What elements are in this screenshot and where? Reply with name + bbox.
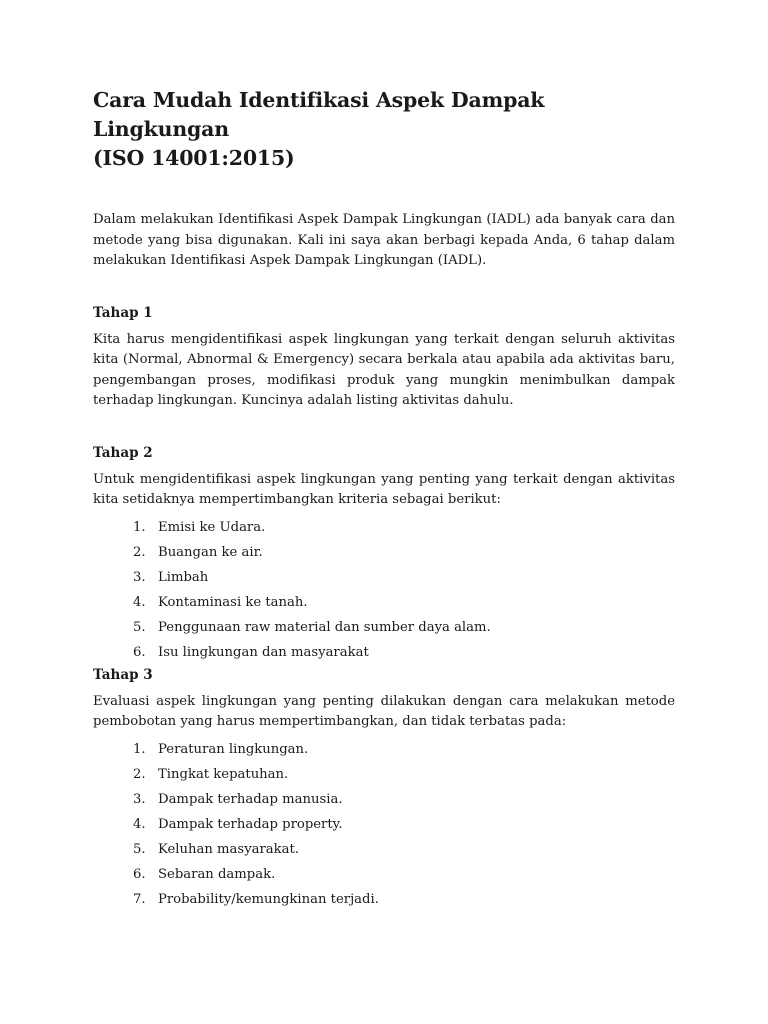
- list-item: [93, 762, 675, 787]
- list-text: Kontaminasi ke tanah.: [158, 594, 308, 610]
- list-item: [93, 615, 675, 640]
- list-text: Emisi ke Udara.: [158, 519, 266, 535]
- list-text: Dampak terhadap manusia.: [158, 791, 343, 807]
- list-number: 3.: [133, 791, 146, 807]
- list-item: [93, 812, 675, 837]
- list-text: Probability/kemungkinan terjadi.: [158, 891, 379, 907]
- section-paragraph: Evaluasi aspek lingkungan yang penting dilakukan dengan cara melakukan metode pembobotan yang harus mempertimbangkan, dan tidak terbatas pada:: [93, 693, 675, 729]
- list-number: 5.: [133, 619, 146, 635]
- section-heading: Tahap 3: [93, 666, 153, 683]
- list-number: 6.: [133, 644, 146, 660]
- list-number: 4.: [133, 594, 146, 610]
- list-text: Tingkat kepatuhan.: [158, 766, 289, 782]
- section-tahap-1: [93, 303, 675, 412]
- section-tahap-3: [93, 665, 675, 912]
- list-item: [93, 787, 675, 812]
- list-item: [93, 540, 675, 565]
- list-number: 1.: [133, 519, 146, 535]
- list-number: 7.: [133, 891, 146, 907]
- list-number: 5.: [133, 841, 146, 857]
- section-heading: Tahap 1: [93, 304, 153, 321]
- list-text: Penggunaan raw material dan sumber daya alam.: [158, 619, 491, 635]
- document-page: [93, 86, 675, 912]
- list-text: Keluhan masyarakat.: [158, 841, 300, 857]
- list-text: Limbah: [158, 569, 209, 585]
- list-number: 3.: [133, 569, 146, 585]
- list-text: Sebaran dampak.: [158, 866, 276, 882]
- list-item: [93, 565, 675, 590]
- document-title: [93, 86, 675, 173]
- list-number: 4.: [133, 816, 146, 832]
- list-item: [93, 737, 675, 762]
- list-number: 6.: [133, 866, 146, 882]
- intro-paragraph: Dalam melakukan Identifikasi Aspek Dampak Lingkungan (IADL) ada banyak cara dan metode yang bisa digunakan. Kali ini saya akan berbagi kepada Anda, 6 tahap dalam melakukan Identifikasi Aspek Dampak Lingkungan (IADL).: [93, 212, 675, 268]
- list-item: [93, 837, 675, 862]
- list-number: 1.: [133, 741, 146, 757]
- list-item: [93, 640, 675, 665]
- title-line-1: Cara Mudah Identifikasi Aspek Dampak Lingkungan: [93, 88, 545, 141]
- criteria-list: [93, 515, 675, 665]
- section-paragraph: Untuk mengidentifikasi aspek lingkungan yang penting yang terkait dengan aktivitas kita setidaknya mempertimbangkan kriteria sebagai berikut:: [93, 471, 675, 507]
- list-item: [93, 515, 675, 540]
- section-paragraph: Kita harus mengidentifikasi aspek lingkungan yang terkait dengan seluruh aktivitas kita (Normal, Abnormal & Emergency) secara berkala atau apabila ada aktivitas baru, pengembangan proses, modifikasi produk yang mungkin menimbulkan dampak terhadap lingkungan. Kuncinya adalah listing aktivitas dahulu.: [93, 331, 675, 408]
- list-item: [93, 862, 675, 887]
- weighting-list: [93, 737, 675, 912]
- list-text: Isu lingkungan dan masyarakat: [158, 644, 369, 660]
- list-number: 2.: [133, 766, 146, 782]
- list-text: Buangan ke air.: [158, 544, 263, 560]
- section-tahap-2: [93, 443, 675, 665]
- list-number: 2.: [133, 544, 146, 560]
- title-line-2: (ISO 14001:2015): [93, 146, 295, 170]
- list-item: [93, 590, 675, 615]
- list-text: Peraturan lingkungan.: [158, 741, 309, 757]
- list-text: Dampak terhadap property.: [158, 816, 343, 832]
- list-item: [93, 887, 675, 912]
- section-heading: Tahap 2: [93, 444, 153, 461]
